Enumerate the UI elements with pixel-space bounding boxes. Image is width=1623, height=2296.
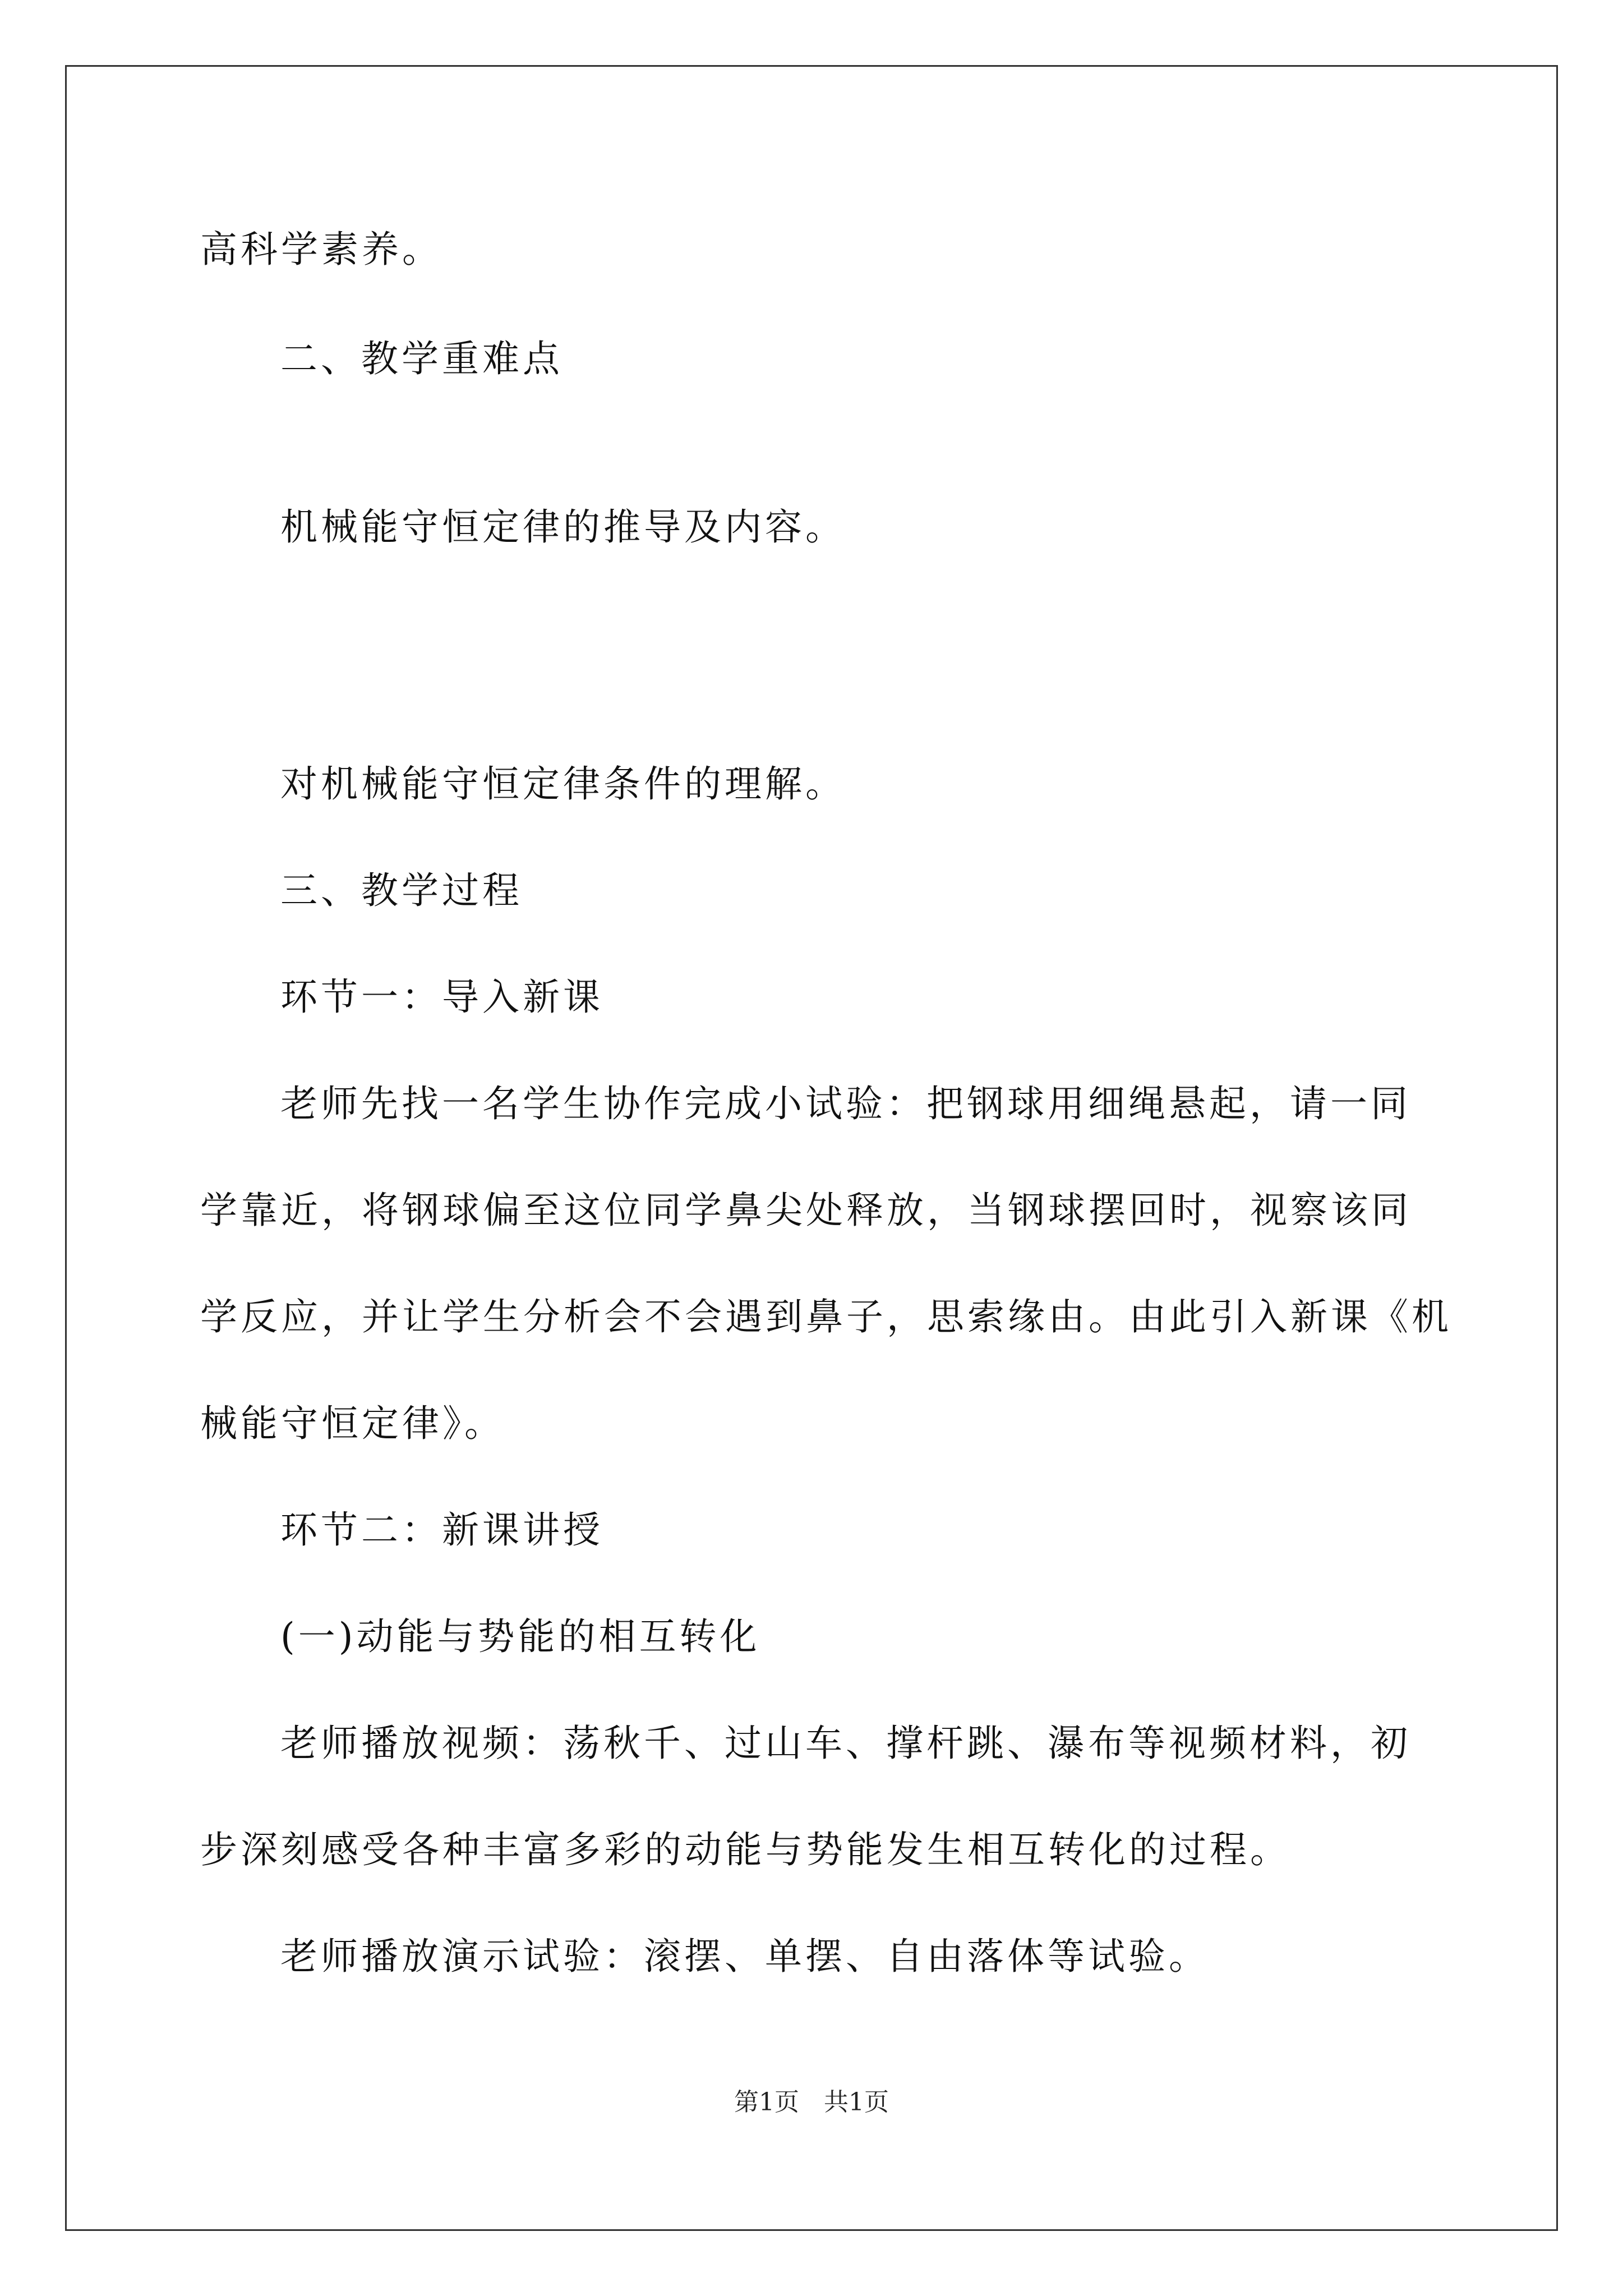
paragraph-line: 步深刻感受各种丰富多彩的动能与势能发生相互转化的过程。 xyxy=(200,1828,1290,1871)
paragraph-key-point: 机械能守恒定律的推导及内容。 xyxy=(280,505,846,549)
text-line-continuation: 高科学素养。 xyxy=(200,228,442,271)
section-heading-3: 三、教学过程 xyxy=(280,869,523,912)
subheading-step-1: 环节一：导入新课 xyxy=(280,976,603,1019)
paragraph-line: 学靠近，将钢球偏至这位同学鼻尖处释放，当钢球摆回时，视察该同 xyxy=(200,1189,1412,1232)
paragraph-line: 老师播放视频：荡秋千、过山车、撑杆跳、瀑布等视频材料，初 xyxy=(280,1722,1411,1765)
paragraph-line: 学反应，并让学生分析会不会遇到鼻子，思索缘由。由此引入新课《机 xyxy=(200,1295,1452,1338)
section-heading-2: 二、教学重难点 xyxy=(280,337,563,380)
page-number-footer: 第1页 共1页 xyxy=(734,2088,889,2116)
paragraph-line: 械能守恒定律》。 xyxy=(200,1402,505,1445)
paragraph-line: 老师播放演示试验：滚摆、单摆、自由落体等试验。 xyxy=(280,1935,1209,1978)
subheading-step-2: 环节二：新课讲授 xyxy=(280,1508,603,1552)
page-border xyxy=(65,65,1558,2231)
subheading-part-1: (一)动能与势能的相互转化 xyxy=(280,1615,760,1658)
paragraph-difficult-point: 对机械能守恒定律条件的理解。 xyxy=(280,762,846,806)
paragraph-line: 老师先找一名学生协作完成小试验：把钢球用细绳悬起，请一同 xyxy=(280,1082,1411,1125)
